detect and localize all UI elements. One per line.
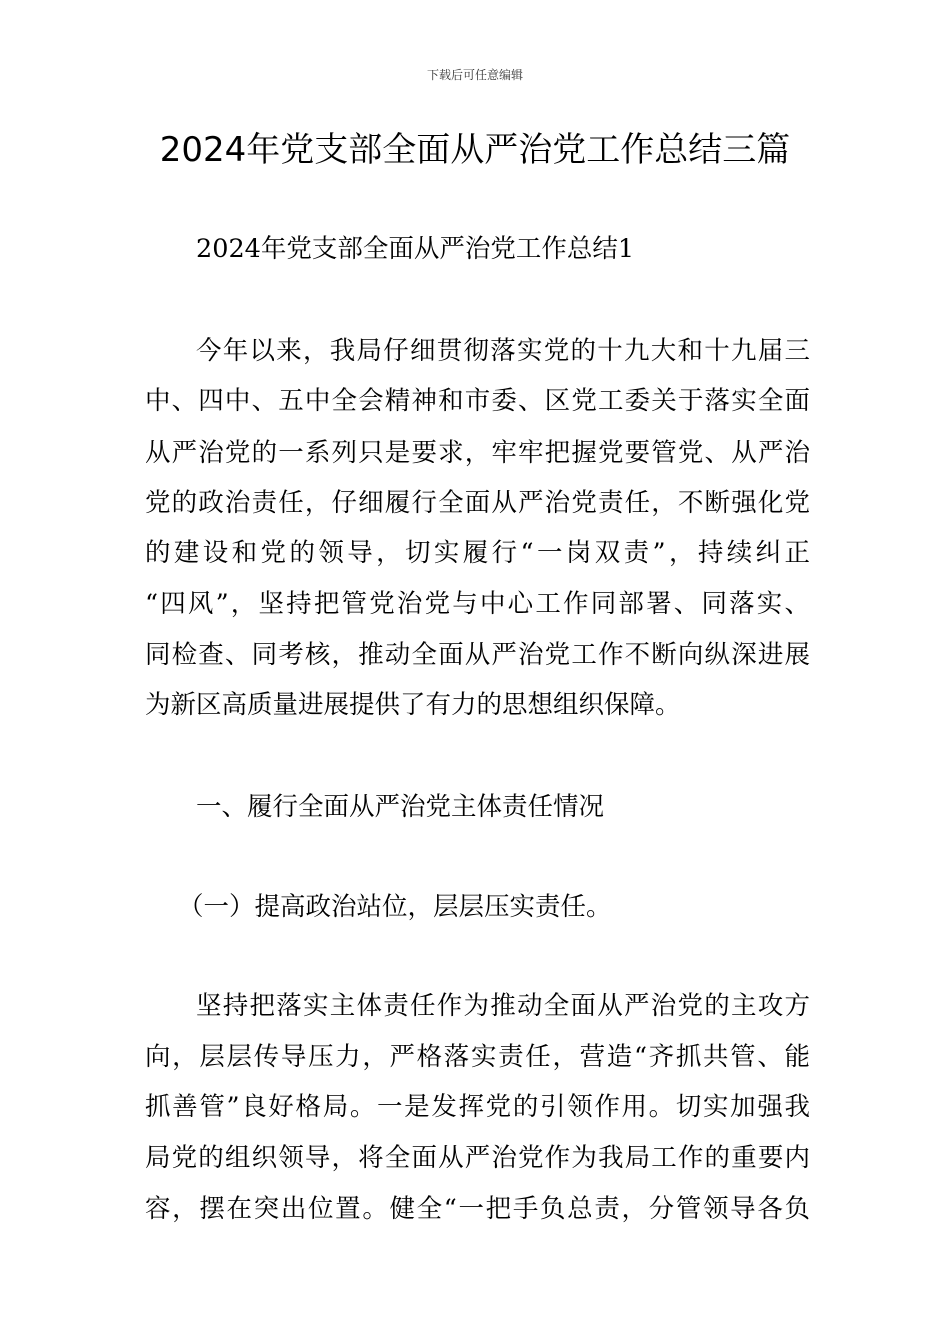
paragraph2-line: 局党的组织领导，将全面从严治党作为我局工作的重要内 bbox=[145, 1143, 810, 1173]
subtitle: 2024年党支部全面从严治党工作总结1 bbox=[196, 234, 635, 264]
paragraph1-line: 党的政治责任，仔细履行全面从严治党责任，不断强化党 bbox=[145, 488, 810, 518]
paragraph1-line: 今年以来，我局仔细贯彻落实党的十九大和十九届三 bbox=[196, 336, 810, 366]
paragraph1-line: 从严治党的一系列只是要求，牢牢把握党要管党、从严治 bbox=[145, 438, 810, 468]
paragraph1-line: 为新区高质量进展提供了有力的思想组织保障。 bbox=[145, 690, 681, 720]
paragraph1-line: 的建设和党的领导，切实履行“一岗双责”，持续纠正 bbox=[145, 538, 810, 568]
subsection-heading: （一）提高政治站位，层层压实责任。 bbox=[178, 892, 612, 922]
paragraph1-line: 中、四中、五中全会精神和市委、区党工委关于落实全面 bbox=[145, 386, 810, 416]
paragraph2-line: 向，层层传导压力，严格落实责任，营造“齐抓共管、能 bbox=[145, 1042, 810, 1072]
paragraph2-line: 抓善管”良好格局。一是发挥党的引领作用。切实加强我 bbox=[145, 1092, 810, 1122]
paragraph2-line: 坚持把落实主体责任作为推动全面从严治党的主攻方 bbox=[196, 991, 810, 1021]
paragraph2-line: 容，摆在突出位置。健全“一把手负总责，分管领导各负 bbox=[145, 1194, 810, 1224]
header-note: 下载后可任意编辑 bbox=[426, 68, 523, 82]
document-title: 2024年党支部全面从严治党工作总结三篇 bbox=[159, 130, 791, 170]
section-heading: 一、履行全面从严治党主体责任情况 bbox=[196, 792, 605, 822]
paragraph1-line: 同检查、同考核，推动全面从严治党工作不断向纵深进展 bbox=[145, 640, 810, 670]
paragraph1-line: “四风”，坚持把管党治党与中心工作同部署、同落实、 bbox=[145, 589, 810, 619]
